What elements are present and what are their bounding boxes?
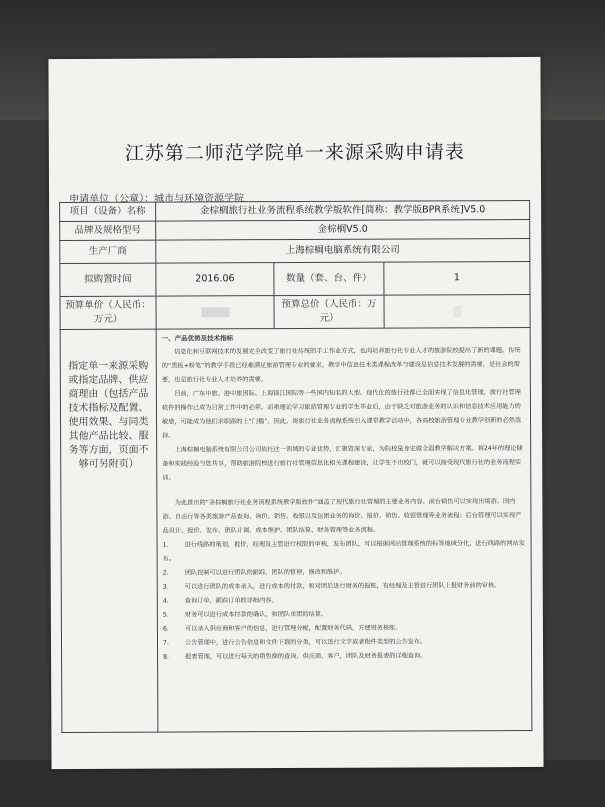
brand-value: 金棕榈V5.0	[156, 219, 530, 240]
paragraph-3: 上海棕榈电脑系统有限公司公司依托这一领域的专业优势，汇聚资深专家，为院校量身定做全面教学解决方案。将24年的理论储备和实践经验与您共享，帮助旅游院校进行旅行社管理信息化相关课程建设，让学生不出校门，就可以接受现代旅行社的业务流程实训。	[162, 445, 523, 482]
row-project	[60, 200, 530, 221]
project-value: 金棕榈旅行社业务流程系统教学版软件[简称：教学版BPR系统]V5.0	[156, 200, 530, 221]
paragraph-4: 为此推出的“金棕榈旅行社业务流程系统教学版软件”涵盖了现代旅行社管理的主要业务内容。前台销售可以实现出境游、国内游、自由行等各类旅游产品查询、询价、销售、收银以及包团业务的询价、报价、销售、收银管理等业务流程；后台管理可以实现产品设计、报价、发布、团队计调、成本维护、团队结算、财务管理等业务流程。	[162, 498, 522, 535]
row-time-qty	[60, 261, 530, 296]
list-item: 8. 报表管理，可以进行每天的销售额的查询，供应商，客户，团队及财务报表的详细查询。	[163, 652, 427, 661]
brand-label: 品牌及规格型号	[60, 221, 156, 240]
list-item: 1. 进行线路的策划，报价，经理及主管进行权限的审核，发布团队，可以根据网站管理系统的标签地域分化，进行线路的网站发布。	[162, 540, 525, 563]
list-item: 6. 可以录入供应商和客户的信息，进行管理分配，配置财务代码，方便财务核账。	[162, 624, 402, 633]
row-maker	[60, 238, 530, 263]
maker-label: 生产厂商	[60, 240, 156, 263]
row-brand	[60, 219, 530, 240]
maker-value: 上海棕榈电脑系统有限公司	[156, 238, 530, 263]
unit-price-value	[156, 296, 274, 330]
list-item: 5. 财务可以进行成本付款的确认，和团队单团的结算。	[162, 610, 328, 619]
paragraph-2: 目前，广东中旅、港中旅国际、上海锦江国际等一些国内知名的大型、现代化的旅行社都已全面实现了信息化管理，旅行社管理软件的操作已成为日常工作中的必须。而重理论学习旅游管理专业的学生毕业后，由于缺乏对旅游业务的认识和信息技术应用能力的敏感，可能成为他们求职路的上“门槛”。因此，将旅行社业务流程系统引入课堂教学活动中，各高校旅游管理专业教学创新的必然选择。	[161, 389, 522, 440]
time-label: 拟购置时间	[60, 263, 156, 296]
row-reason	[60, 327, 532, 732]
redacted-mark	[201, 307, 229, 317]
row-budget	[60, 294, 530, 329]
list-item: 4. 查询订单，跟踪订单的详细内容。	[162, 597, 278, 605]
reason-content	[156, 327, 532, 732]
time-value: 2016.06	[156, 263, 274, 297]
document-title: 江苏第二师范学院单一来源采购申请表	[124, 141, 465, 165]
applicant-unit: 申请单位（公章）：城市与环境资源学院	[69, 193, 245, 205]
application-form	[59, 200, 532, 733]
list-item: 7. 公告管理中，进行公告信息和文件下载的分类，可以进行文字或者附件类型的公告发布。	[162, 638, 427, 647]
qty-label: 数量（套、台、件）	[274, 262, 384, 295]
redacted-mark	[453, 305, 461, 317]
total-price-value	[384, 294, 530, 328]
total-price-label: 预算总价（人民币：万元）	[274, 295, 384, 328]
project-label: 项目（设备）名称	[60, 202, 156, 221]
section-heading: 一、产品优势及技术指标	[161, 334, 234, 343]
qty-value: 1	[384, 261, 530, 295]
paper-sheet	[48, 57, 543, 769]
paragraph-1: 信息化和互联网技术的发展完全改变了旅行社传统的手工作业方式，也向培养旅行社专业人才的旅游院校提出了新的课题。传统的“黑板+粉笔”的教学手段已经难满足旅游管理专业的要求，教学中信息技术类课程改革与建设是信息技术发展的需要，是社会的需要，也是旅行社专业人才培养的需要。	[161, 347, 521, 384]
reason-label: 指定单一来源采购或指定品牌、供应商理由（包括产品技术指标及配置、使用效果、与同类其他产品比较、服务等方面，页面不够可另附页）	[60, 329, 158, 732]
list-item: 3. 可以进行团队的成本录入，进行成本的付款，和对团后进行财务的报账，有经理及主管进行团队上报财务前的审核。	[162, 582, 501, 591]
unit-price-label: 预算单价（人民币：万元）	[60, 296, 156, 329]
feature-list	[163, 537, 527, 665]
list-item: 2. 团队控制可以进行团队的跟踪，团队的暂停，修改和维护。	[162, 568, 346, 577]
